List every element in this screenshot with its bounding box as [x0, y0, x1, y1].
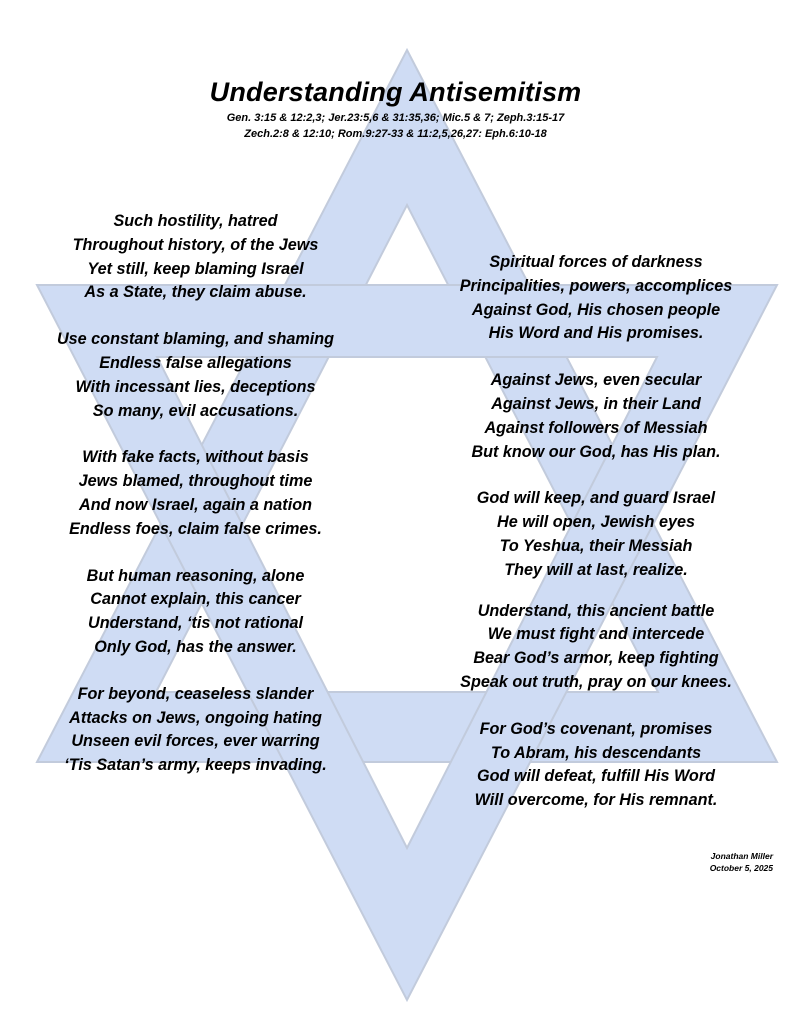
poem-line: Endless foes, claim false crimes.	[69, 519, 322, 538]
poem-line: Will overcome, for His remnant.	[474, 791, 718, 810]
poem-line: Yet still, keep blaming Israel	[87, 259, 304, 278]
stanza	[437, 600, 755, 695]
poem-line: Attacks on Jews, ongoing hating	[69, 708, 322, 727]
poem-date: October 5, 2025	[709, 863, 773, 873]
stanza	[34, 446, 357, 541]
poem-line: Bear God’s armor, keep fighting	[473, 649, 719, 668]
poem-line: His Word and His promises.	[488, 324, 704, 343]
stanza	[437, 487, 755, 582]
poem-line: Understand, ‘tis not rational	[88, 614, 303, 633]
poem-line: Principalities, powers, accomplices	[459, 276, 733, 295]
scripture-reference-line: Gen. 3:15 & 12:2,3; Jer.23:5,6 & 31:35,36; Mic.5 & 7; Zeph.3:15-17	[226, 112, 565, 124]
poem-line: Only God, has the answer.	[94, 637, 297, 656]
poem-line: They will at last, realize.	[504, 560, 688, 579]
poem-line: God will defeat, fulfill His Word	[476, 767, 716, 786]
poem-line: For God’s covenant, promises	[479, 719, 713, 738]
scripture-reference-line: Zech.2:8 & 12:10; Rom.9:27-33 & 11:2,5,26,27: Eph.6:10-18	[244, 128, 547, 140]
author-signature	[710, 850, 773, 874]
poem-line: Against God, His chosen people	[471, 300, 721, 319]
poem-line: So many, evil accusations.	[92, 401, 299, 420]
stanza	[34, 328, 357, 423]
stanza	[437, 718, 755, 813]
poem-line: He will open, Jewish eyes	[497, 513, 695, 532]
poem-line: To Yeshua, their Messiah	[499, 536, 693, 555]
poem-line: With fake facts, without basis	[82, 448, 309, 467]
poem-line: For beyond, ceaseless slander	[77, 684, 314, 703]
stanza	[34, 210, 357, 305]
poem-title: Understanding Antisemitism	[209, 77, 582, 107]
poem-line: God will keep, and guard Israel	[476, 489, 716, 508]
poem-line: Throughout history, of the Jews	[72, 235, 319, 254]
poem-line: We must fight and intercede	[487, 625, 705, 644]
poem-line: Use constant blaming, and shaming	[56, 330, 335, 349]
poem-line: And now Israel, again a nation	[79, 495, 312, 514]
poem-line: As a State, they claim abuse.	[84, 283, 307, 302]
poem-line: Such hostility, hatred	[113, 212, 278, 230]
poem-line: Against Jews, even secular	[490, 371, 702, 390]
poem-line: Understand, this ancient battle	[477, 601, 715, 620]
poem-line: Endless false allegations	[99, 353, 292, 372]
stanza	[437, 251, 755, 346]
scripture-references	[0, 110, 791, 142]
poem-line: Against followers of Messiah	[484, 418, 708, 437]
poem-line: But human reasoning, alone	[86, 566, 305, 585]
right-poem-column	[437, 251, 755, 836]
poem-line: Jews blamed, throughout time	[78, 472, 313, 491]
poem-line: Speak out truth, pray on our knees.	[460, 672, 732, 691]
poem-line: Against Jews, in their Land	[491, 394, 701, 413]
poem-line: Cannot explain, this cancer	[90, 590, 301, 609]
author-name: Jonathan Miller	[710, 851, 773, 861]
poem-line: But know our God, has His plan.	[471, 442, 721, 461]
stanza	[34, 565, 357, 660]
poem-line: With incessant lies, deceptions	[75, 377, 316, 396]
poem-line: To Abram, his descendants	[490, 743, 702, 762]
poem-line: Unseen evil forces, ever warring	[71, 732, 320, 751]
stanza	[34, 683, 357, 778]
poem-line: Spiritual forces of darkness	[489, 253, 703, 271]
poem-line: ‘Tis Satan’s army, keeps invading.	[64, 756, 327, 775]
stanza	[437, 369, 755, 464]
left-poem-column	[34, 210, 357, 801]
